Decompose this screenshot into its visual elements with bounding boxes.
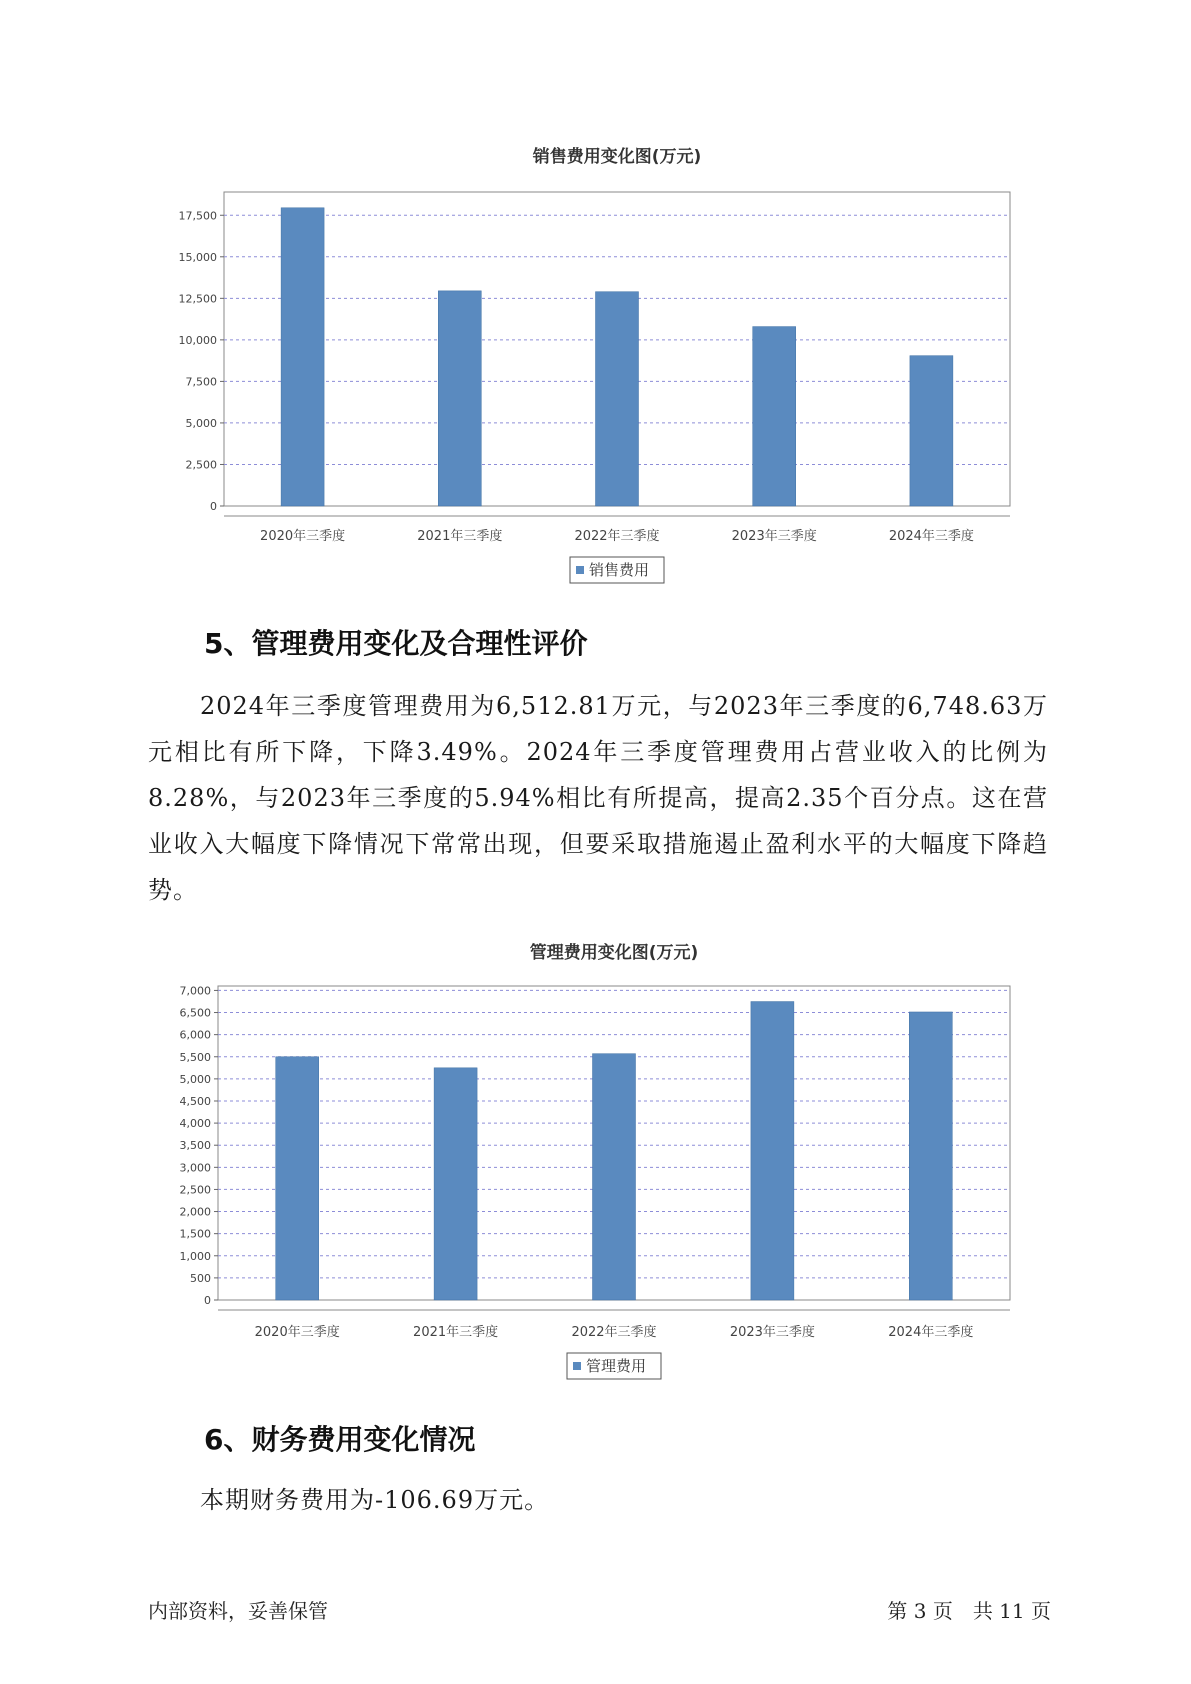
x-category-label: 2023年三季度 xyxy=(731,529,817,544)
admin-expense-paragraph: 2024年三季度管理费用为6,512.81万元，与2023年三季度的6,748.63万元相比有所下降，下降3.49%。2024年三季度管理费用占营业收入的比例为8.28%，与2023年三季度的5.94%相比有所提高，提高2.35个百分点。这在营业收入大幅度下降情况下常常出现，但要采取措施遏止盈利水平的大幅度下降趋势。 xyxy=(148,692,1048,904)
x-category-label: 2022年三季度 xyxy=(574,529,660,544)
y-tick-label: 17,500 xyxy=(178,209,217,223)
y-tick-label: 2,000 xyxy=(179,1205,211,1219)
y-tick-label: 15,000 xyxy=(178,250,217,264)
y-tick-label: 0 xyxy=(204,1294,211,1307)
chart-title: 销售费用变化图(万元) xyxy=(532,147,702,167)
bar xyxy=(596,292,639,506)
x-category-label: 2021年三季度 xyxy=(413,1325,499,1340)
admin-expense-chart xyxy=(0,926,1191,1386)
x-category-label: 2023年三季度 xyxy=(729,1325,815,1340)
bar xyxy=(753,327,796,506)
y-tick-label: 1,500 xyxy=(179,1227,211,1241)
y-tick-label: 5,500 xyxy=(179,1050,211,1064)
x-category-label: 2022年三季度 xyxy=(571,1325,657,1340)
footer-confidential-note: 内部资料，妥善保管 xyxy=(148,1599,328,1623)
bar xyxy=(434,1068,477,1300)
y-tick-label: 2,500 xyxy=(185,458,217,472)
bar xyxy=(281,208,324,506)
y-tick-label: 5,000 xyxy=(179,1072,211,1086)
chart-legend xyxy=(567,1353,661,1379)
x-category-label: 2020年三季度 xyxy=(260,529,346,544)
sales-expense-chart xyxy=(0,130,1191,590)
y-tick-label: 5,000 xyxy=(185,416,217,430)
sales-expense-chart-svg xyxy=(0,130,1191,590)
bar xyxy=(909,1012,952,1300)
y-tick-label: 500 xyxy=(190,1271,211,1285)
y-tick-label: 7,000 xyxy=(179,984,211,998)
y-tick-label: 10,000 xyxy=(178,333,217,347)
legend-swatch xyxy=(576,566,584,574)
y-tick-label: 6,500 xyxy=(179,1006,211,1020)
admin-expense-chart-svg xyxy=(0,926,1191,1386)
y-tick-label: 6,000 xyxy=(179,1028,211,1042)
x-category-label: 2020年三季度 xyxy=(254,1325,340,1340)
y-tick-label: 7,500 xyxy=(185,375,217,389)
legend-label: 管理费用 xyxy=(586,1357,647,1375)
bar xyxy=(438,291,481,506)
bar xyxy=(751,1002,794,1300)
finance-expense-paragraph: 本期财务费用为-106.69万元。 xyxy=(200,1486,550,1514)
section-heading-admin-expense: 5、管理费用变化及合理性评价 xyxy=(204,627,588,660)
y-tick-label: 3,500 xyxy=(179,1139,211,1153)
y-tick-label: 1,000 xyxy=(179,1249,211,1263)
chart-title: 管理费用变化图(万元) xyxy=(529,943,699,963)
section-heading-finance-expense: 6、财务费用变化情况 xyxy=(204,1423,476,1456)
y-tick-label: 0 xyxy=(210,500,217,513)
y-tick-label: 2,500 xyxy=(179,1183,211,1197)
footer-page-number: 第 3 页 共 11 页 xyxy=(887,1599,1051,1623)
y-tick-label: 4,000 xyxy=(179,1117,211,1131)
y-tick-label: 12,500 xyxy=(178,292,217,306)
chart-legend xyxy=(570,557,664,583)
x-category-label: 2021年三季度 xyxy=(417,529,503,544)
bar xyxy=(593,1054,636,1300)
bar xyxy=(910,356,953,506)
x-category-label: 2024年三季度 xyxy=(888,529,974,544)
legend-label: 销售费用 xyxy=(589,561,650,579)
x-category-label: 2024年三季度 xyxy=(888,1325,974,1340)
y-tick-label: 3,000 xyxy=(179,1161,211,1175)
y-tick-label: 4,500 xyxy=(179,1094,211,1108)
bar xyxy=(276,1057,319,1300)
legend-swatch xyxy=(573,1362,581,1370)
